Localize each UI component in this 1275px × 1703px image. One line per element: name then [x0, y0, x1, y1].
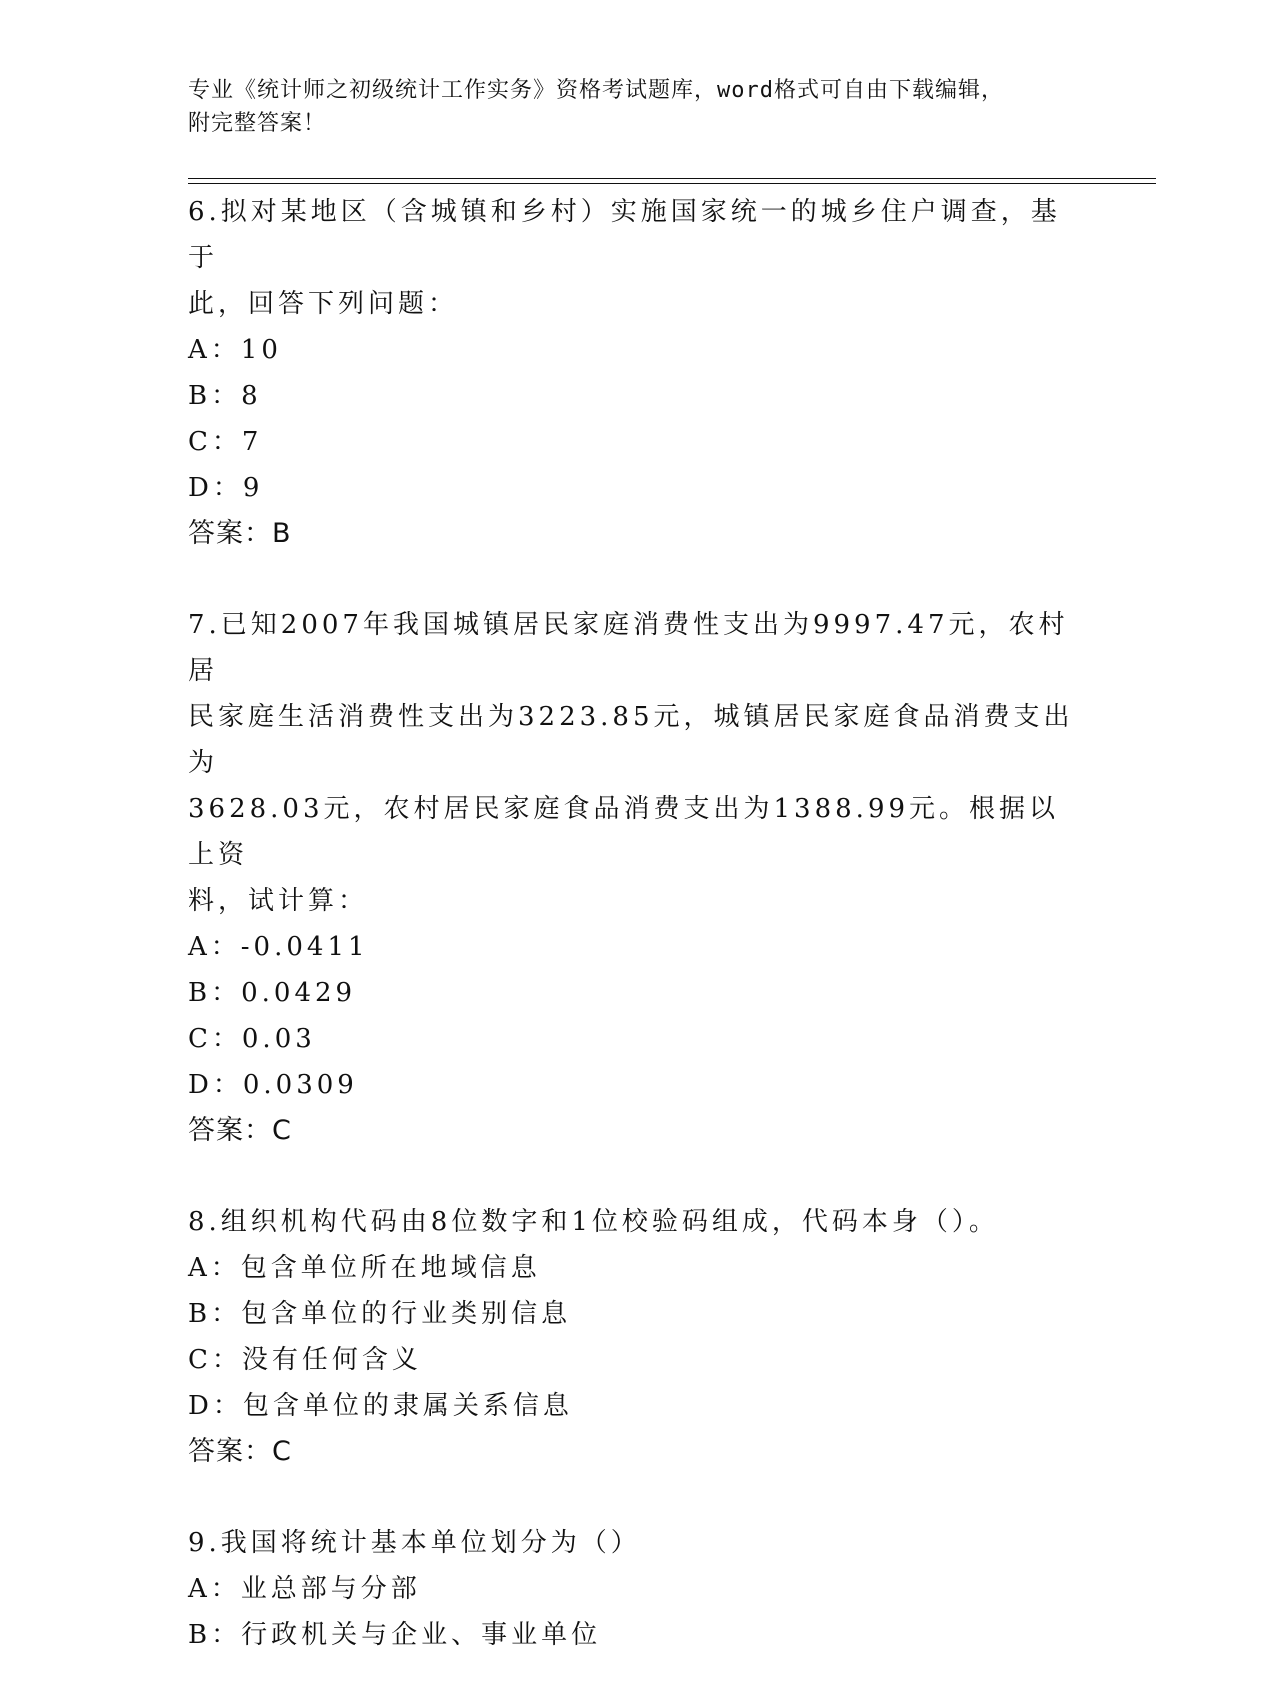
option-c: C：7: [188, 427, 263, 457]
option-b: B：行政机关与企业、事业单位: [188, 1620, 602, 1650]
option-b: B：0.0429: [188, 978, 357, 1008]
question-list: [188, 189, 1088, 1703]
question-stem-line: 6.拟对某地区（含城镇和乡村）实施国家统一的城乡住户调查，基于: [188, 197, 1061, 273]
document-header: [188, 74, 1088, 140]
header-divider-top: [188, 178, 1156, 179]
option-a: A：10: [188, 335, 282, 365]
option-c: C：0.03: [188, 1024, 316, 1054]
question-stem: [188, 1199, 1088, 1245]
question-stem-line: 7.已知2007年我国城镇居民家庭消费性支出为9997.47元，农村居: [188, 610, 1069, 686]
option-a: A：包含单位所在地域信息: [188, 1253, 541, 1283]
header-divider-bottom: [188, 183, 1156, 184]
question-stem-line: 此，回答下列问题：: [188, 289, 459, 319]
question-stem-line: 民家庭生活消费性支出为3223.85元，城镇居民家庭食品消费支出为: [188, 702, 1074, 778]
option-d: D：包含单位的隶属关系信息: [188, 1391, 573, 1421]
question-9: [188, 1520, 1088, 1658]
option-a: A：-0.0411: [188, 932, 369, 962]
question-stem: [188, 602, 1088, 924]
question-8: [188, 1199, 1088, 1475]
option-b: B：8: [188, 381, 262, 411]
option-d: D：9: [188, 473, 264, 503]
answer-line: 答案：C: [188, 1115, 292, 1146]
question-stem-line: 8.组织机构代码由8位数字和1位校验码组成，代码本身（）。: [188, 1207, 999, 1237]
question-stem-line: 3628.03元，农村居民家庭食品消费支出为1388.99元。根据以上资: [188, 794, 1060, 870]
option-d: D：0.0309: [188, 1070, 358, 1100]
option-a: A：业总部与分部: [188, 1574, 421, 1604]
header-line-1: 专业《统计师之初级统计工作实务》资格考试题库，word格式可自由下载编辑，: [188, 78, 1004, 103]
question-6: [188, 189, 1088, 557]
answer-line: 答案：C: [188, 1436, 292, 1467]
option-b: B：包含单位的行业类别信息: [188, 1299, 572, 1329]
question-stem: [188, 189, 1088, 327]
question-7: [188, 602, 1088, 1154]
answer-line: 答案：B: [188, 518, 292, 549]
question-stem-line: 9.我国将统计基本单位划分为（）: [188, 1528, 641, 1558]
question-stem-line: 料，试计算：: [188, 886, 369, 916]
header-line-2: 附完整答案！: [188, 111, 327, 136]
option-c: C：没有任何含义: [188, 1345, 422, 1375]
question-stem: [188, 1520, 1088, 1566]
